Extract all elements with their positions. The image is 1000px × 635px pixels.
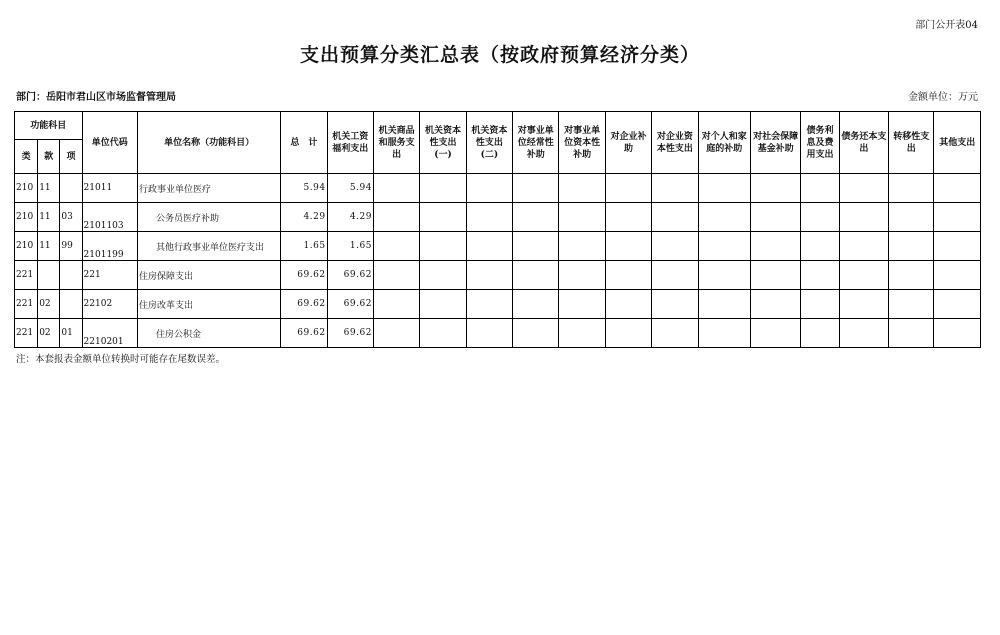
cell-name: 住房公积金 — [138, 319, 281, 348]
cell-name: 住房改革支出 — [138, 290, 281, 319]
footnote: 注：本套报表金额单位转换时可能存在尾数误差。 — [16, 354, 226, 365]
cell-code: 2101103 — [82, 203, 137, 232]
cell-xiang — [60, 174, 82, 203]
header-capital-2: 机关资本性支出(二) — [466, 112, 512, 174]
cell-salary-welfare: 1.65 — [327, 232, 373, 261]
header-debt-interest: 债务利息及费用支出 — [801, 112, 839, 174]
header-kuan: 款 — [38, 140, 60, 174]
cell-name: 公务员医疗补助 — [138, 203, 281, 232]
cell-kuan: 02 — [38, 290, 60, 319]
cell-xiang — [60, 290, 82, 319]
department-label: 部门：岳阳市君山区市场监督管理局 — [16, 92, 176, 103]
cell-kuan — [38, 261, 60, 290]
header-other: 其他支出 — [934, 112, 981, 174]
cell-total: 69.62 — [281, 319, 327, 348]
table-row — [15, 203, 981, 232]
header-xiang: 项 — [60, 140, 82, 174]
header-debt-principal: 债务还本支出 — [839, 112, 888, 174]
cell-xiang: 01 — [60, 319, 82, 348]
cell-salary-welfare: 5.94 — [327, 174, 373, 203]
header-household-subsidy: 对个人和家庭的补助 — [698, 112, 750, 174]
table-row — [15, 232, 981, 261]
cell-lei: 210 — [15, 232, 38, 261]
cell-salary-welfare: 69.62 — [327, 261, 373, 290]
amount-unit-label: 金额单位：万元 — [908, 92, 978, 103]
header-func-subject: 功能科目 — [15, 112, 83, 140]
cell-total: 4.29 — [281, 203, 327, 232]
cell-kuan: 11 — [38, 174, 60, 203]
cell-total: 69.62 — [281, 290, 327, 319]
page-title: 支出预算分类汇总表（按政府预算经济分类） — [299, 44, 700, 66]
cell-code: 22102 — [82, 290, 137, 319]
header-social-security: 对社会保障基金补助 — [750, 112, 800, 174]
cell-name: 住房保障支出 — [138, 261, 281, 290]
header-enterprise-capital: 对企业资本性支出 — [652, 112, 698, 174]
header-unit-code: 单位代码 — [82, 112, 137, 174]
header-institution-capital: 对事业单位资本性补助 — [559, 112, 605, 174]
table-row — [15, 174, 981, 203]
cell-name: 其他行政事业单位医疗支出 — [138, 232, 281, 261]
budget-table — [14, 111, 981, 348]
header-capital-1: 机关资本性支出(一) — [420, 112, 466, 174]
header-unit-name: 单位名称（功能科目） — [138, 112, 281, 174]
table-row — [15, 319, 981, 348]
table-row — [15, 290, 981, 319]
cell-lei: 221 — [15, 290, 38, 319]
cell-code: 221 — [82, 261, 137, 290]
cell-code: 2101199 — [82, 232, 137, 261]
cell-lei: 221 — [15, 319, 38, 348]
cell-lei: 221 — [15, 261, 38, 290]
cell-salary-welfare: 4.29 — [327, 203, 373, 232]
header-salary-welfare: 机关工资福利支出 — [327, 112, 373, 174]
header-lei: 类 — [15, 140, 38, 174]
cell-lei: 210 — [15, 174, 38, 203]
cell-salary-welfare: 69.62 — [327, 319, 373, 348]
table-row — [15, 261, 981, 290]
cell-kuan: 02 — [38, 319, 60, 348]
cell-kuan: 11 — [38, 232, 60, 261]
cell-kuan: 11 — [38, 203, 60, 232]
cell-name: 行政事业单位医疗 — [138, 174, 281, 203]
form-id: 部门公开表04 — [915, 20, 978, 31]
cell-lei: 210 — [15, 203, 38, 232]
cell-xiang: 99 — [60, 232, 82, 261]
cell-salary-welfare: 69.62 — [327, 290, 373, 319]
header-institution-recurrent: 对事业单位经常性补助 — [513, 112, 559, 174]
header-total: 总 计 — [281, 112, 327, 174]
header-enterprise-subsidy: 对企业补助 — [605, 112, 651, 174]
cell-code: 2210201 — [82, 319, 137, 348]
cell-code: 21011 — [82, 174, 137, 203]
cell-total: 5.94 — [281, 174, 327, 203]
cell-xiang — [60, 261, 82, 290]
cell-xiang: 03 — [60, 203, 82, 232]
header-transfer: 转移性支出 — [889, 112, 934, 174]
cell-total: 69.62 — [281, 261, 327, 290]
cell-total: 1.65 — [281, 232, 327, 261]
header-goods-services: 机关商品和服务支出 — [373, 112, 419, 174]
